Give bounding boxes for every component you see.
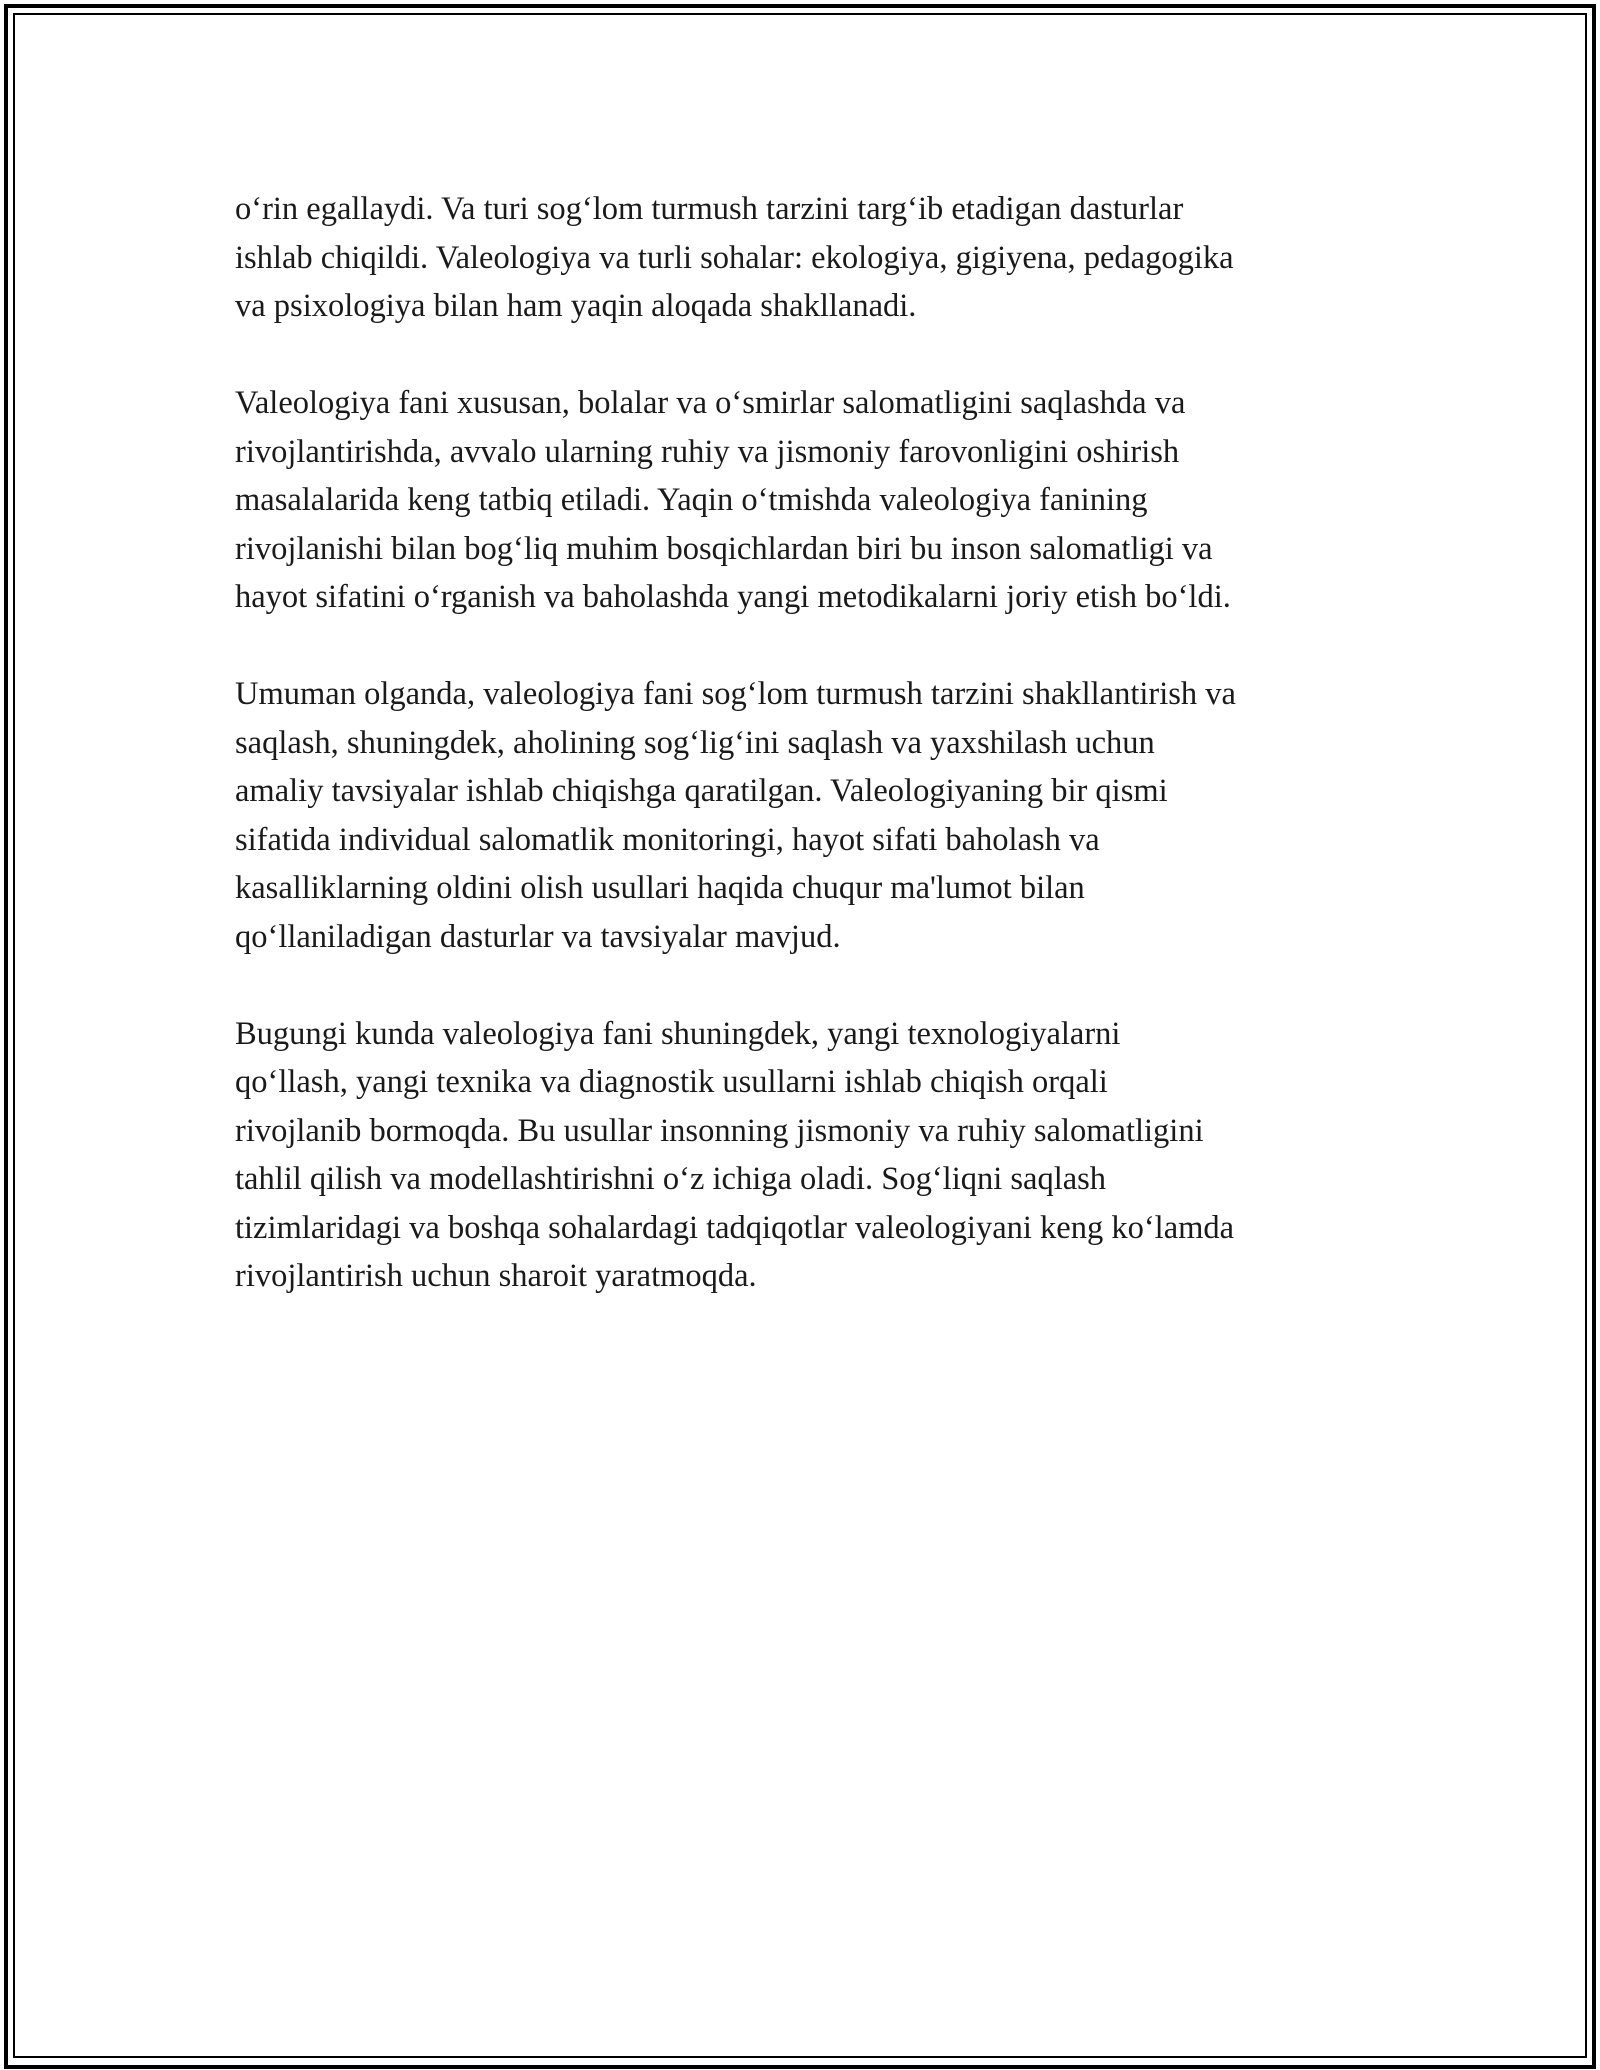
text-line: o‘rin egallaydi. Va turi sog‘lom turmush tarzini targ‘ib etadigan dasturlar xyxy=(235,191,1184,227)
paragraph xyxy=(235,1010,1375,1301)
text-line: sifatida individual salomatlik monitoringi, hayot sifati baholash va xyxy=(235,821,1100,858)
text-line: Valeologiya fani xususan, bolalar va o‘smirlar salomatligini saqlashda va xyxy=(235,385,1186,421)
text-line: saqlash, shuningdek, aholining sog‘lig‘ini saqlash va yaxshilash uchun xyxy=(235,724,1155,761)
paragraph xyxy=(235,185,1375,331)
text-line: kasalliklarning oldini olish usullari haqida chuqur ma'lumot bilan xyxy=(235,870,1085,906)
paragraph xyxy=(235,670,1375,961)
text-line: rivojlantirish uchun sharoit yaratmoqda. xyxy=(235,1258,757,1294)
text-line: ishlab chiqildi. Valeologiya va turli sohalar: ekologiya, gigiyena, pedagogika xyxy=(235,239,1234,276)
text-line: rivojlantirishda, avvalo ularning ruhiy va jismoniy farovonligini oshirish xyxy=(235,433,1180,470)
text-line: amaliy tavsiyalar ishlab chiqishga qaratilgan. Valeologiyaning bir qismi xyxy=(235,773,1168,809)
text-line: rivojlanishi bilan bog‘liq muhim bosqichlardan biri bu inson salomatligi va xyxy=(235,530,1213,567)
text-line: tahlil qilish va modellashtirishni o‘z ichiga oladi. Sog‘liqni saqlash xyxy=(235,1161,1107,1197)
text-line: Bugungi kunda valeologiya fani shuningdek, yangi texnologiyalarni xyxy=(235,1015,1121,1052)
text-line: va psixologiya bilan ham yaqin aloqada shakllanadi. xyxy=(235,288,917,324)
text-line: rivojlanib bormoqda. Bu usullar insonning jismoniy va ruhiy salomatligini xyxy=(235,1112,1204,1149)
text-line: qo‘llaniladigan dasturlar va tavsiyalar mavjud. xyxy=(235,918,841,955)
text-line: Umuman olganda, valeologiya fani sog‘lom turmush tarzini shakllantirish va xyxy=(235,676,1236,712)
paragraph xyxy=(235,379,1375,622)
text-line: tizimlaridagi va boshqa sohalardagi tadqiqotlar valeologiyani keng ko‘lamda xyxy=(235,1209,1235,1246)
document-body xyxy=(235,185,1375,1301)
text-line: masalalarida keng tatbiq etiladi. Yaqin o‘tmishda valeologiya fanining xyxy=(235,482,1148,518)
text-line: hayot sifatini o‘rganish va baholashda yangi metodikalarni joriy etish bo‘ldi. xyxy=(235,579,1231,615)
text-line: qo‘llash, yangi texnika va diagnostik usullarni ishlab chiqish orqali xyxy=(235,1064,1108,1100)
